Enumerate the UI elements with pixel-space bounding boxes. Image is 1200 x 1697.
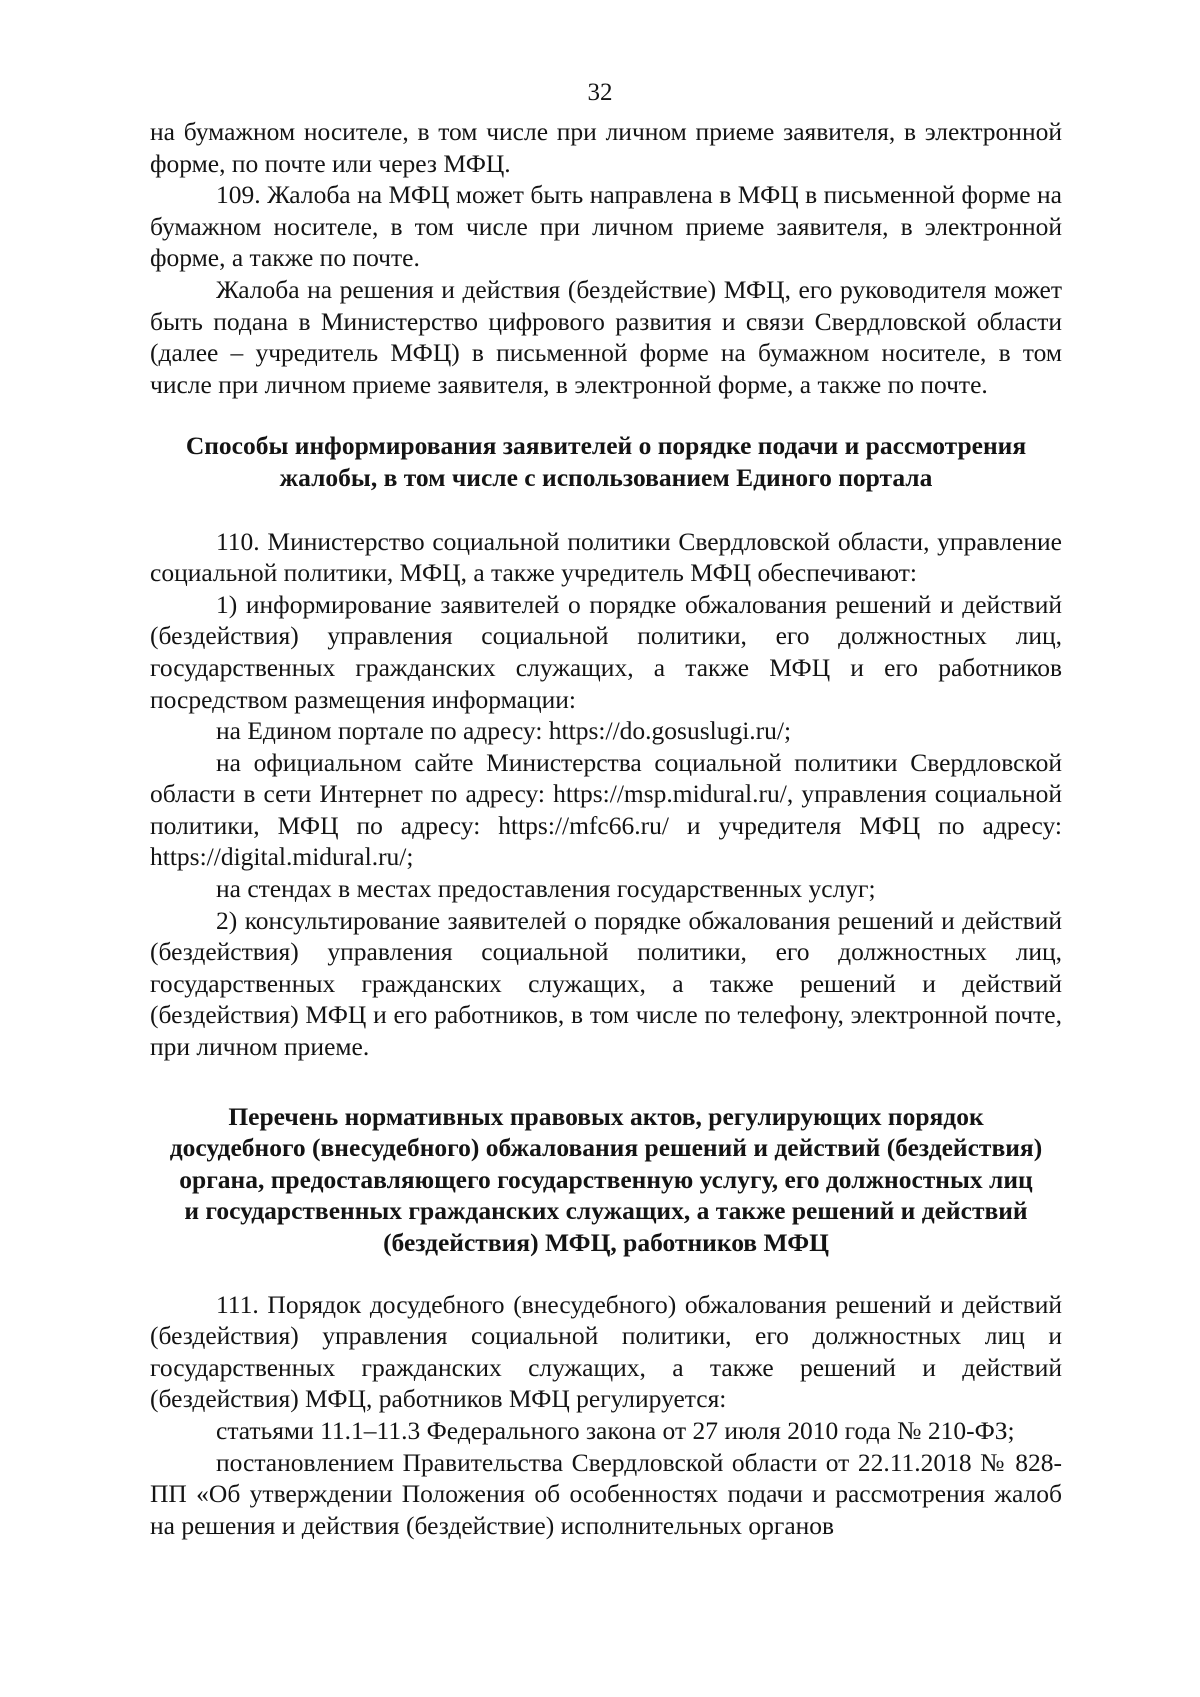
paragraph-111: 111. Порядок досудебного (внесудебного) обжалования решений и действий (бездействия) управления социальной политики, его должностных лиц и государственных гражданских служащих, а также решений и действий (бездействия) МФЦ, работников МФЦ регулируется: — [150, 1289, 1062, 1414]
list-item-1: 1) информирование заявителей о порядке обжалования решений и действий (бездействия) управления социальной политики, его должностных лиц, государственных гражданских служащих, а также МФЦ и его работников посредством размещения информации: — [150, 589, 1062, 714]
section-heading-normative-acts — [150, 1101, 1062, 1259]
list-subitem-websites: на официальном сайте Министерства социальной политики Свердловской области в сети Интернет по адресу: https://msp.midural.ru/, управления социальной политики, МФЦ по адресу: https://mfc66.ru/ и учредителя МФЦ по адресу: https://digital.midural.ru/; — [150, 747, 1062, 872]
heading-line: Перечень нормативных правовых актов, регулирующих порядок — [228, 1101, 984, 1131]
list-subitem-federal-law: статьями 11.1–11.3 Федерального закона от 27 июля 2010 года № 210-ФЗ; — [216, 1415, 1015, 1445]
list-item-2: 2) консультирование заявителей о порядке обжалования решений и действий (бездействия) управления социальной политики, его должностных лиц, государственных гражданских служащих, а также решений и действий (бездействия) МФЦ и его работников, в том числе по телефону, электронной почте, при личном приеме. — [150, 905, 1062, 1062]
paragraph-complaint-ministry: Жалоба на решения и действия (бездействие) МФЦ, его руководителя может быть подана в Министерство цифрового развития и связи Свердловской области (далее – учредитель МФЦ) в письменной форме на бумажном носителе, в том числе при личном приеме заявителя, в электронной форме, а также по почте. — [150, 274, 1062, 399]
paragraph-109: 109. Жалоба на МФЦ может быть направлена в МФЦ в письменной форме на бумажном носителе, в том числе при личном приеме заявителя, в электронной форме, а также по почте. — [150, 180, 1062, 273]
page-number: 32 — [587, 79, 613, 106]
list-subitem-stands: на стендах в местах предоставления государственных услуг; — [216, 874, 876, 904]
heading-line: досудебного (внесудебного) обжалования решений и действий (бездействия) — [169, 1133, 1043, 1163]
section-heading-informing — [150, 430, 1062, 493]
paragraph-110: 110. Министерство социальной политики Свердловской области, управление социальной политики, МФЦ, а также учредитель МФЦ обеспечивают: — [150, 526, 1062, 588]
paragraph-continuation: на бумажном носителе, в том числе при личном приеме заявителя, в электронной форме, по почте или через МФЦ. — [150, 117, 1062, 178]
heading-line: (бездействия) МФЦ, работников МФЦ — [383, 1228, 829, 1257]
document-body — [150, 116, 1062, 1541]
heading-line: жалобы, в том числе с использованием Единого портала — [279, 462, 933, 492]
list-subitem-portal: на Едином портале по адресу: https://do.gosuslugi.ru/; — [216, 716, 792, 746]
heading-line: органа, предоставляющего государственную услугу, его должностных лиц — [179, 1164, 1033, 1194]
heading-line: и государственных гражданских служащих, а также решений и действий — [184, 1196, 1028, 1226]
heading-line: Способы информирования заявителей о порядке подачи и рассмотрения — [185, 431, 1027, 461]
list-subitem-resolution: постановлением Правительства Свердловской области от 22.11.2018 № 828-ПП «Об утверждении Положения об особенностях подачи и рассмотрения жалоб на решения и действия (бездействие) исполнительных органов — [150, 1447, 1062, 1540]
